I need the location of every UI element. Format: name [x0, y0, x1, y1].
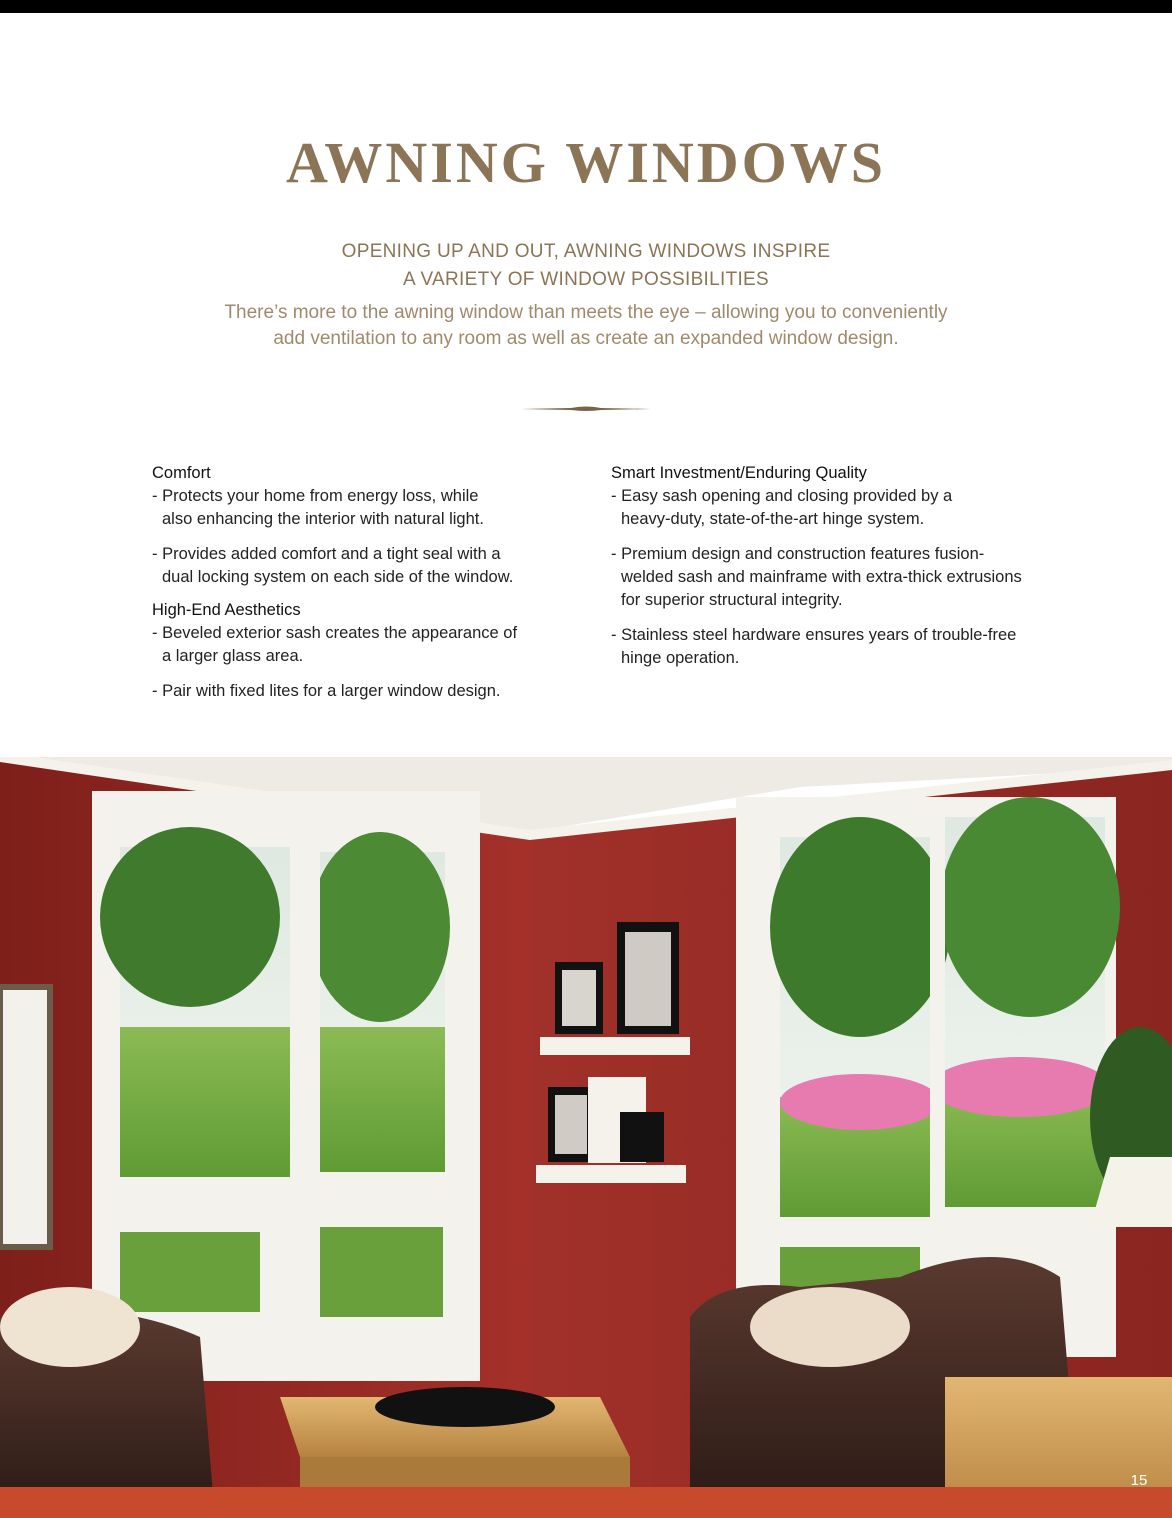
bullet-line: - Premium design and construction features fusion- — [611, 545, 985, 563]
bullet-line: - Pair with fixed lites for a larger window design. — [152, 682, 501, 700]
bullet-line: hinge operation. — [621, 649, 740, 667]
living-room-illustration — [0, 757, 1172, 1518]
bullet-line: - Stainless steel hardware ensures years of trouble-free — [611, 626, 1017, 644]
features-right-column — [611, 462, 1061, 682]
feature-section-comfort — [152, 462, 572, 589]
feature-section-investment — [611, 462, 1061, 670]
feature-bullet — [611, 624, 1061, 670]
bullet-line: for superior structural integrity. — [621, 591, 843, 609]
feature-bullet — [611, 485, 1061, 531]
living-room-photo — [0, 757, 1172, 1518]
bullet-line: also enhancing the interior with natural light. — [162, 510, 484, 528]
features-left-column — [152, 462, 572, 715]
feature-section-aesthetics — [152, 599, 572, 703]
subtitle-line: A VARIETY OF WINDOW POSSIBILITIES — [402, 269, 770, 290]
bullet-line: welded sash and mainframe with extra-thick extrusions — [621, 568, 1022, 586]
page-number: 15 — [1130, 1472, 1148, 1489]
bullet-line: - Protects your home from energy loss, while — [152, 487, 479, 505]
section-heading: High-End Aesthetics — [152, 601, 301, 619]
section-heading: Smart Investment/Enduring Quality — [611, 464, 867, 482]
section-heading: Comfort — [152, 464, 211, 482]
bullet-line: a larger glass area. — [162, 647, 304, 665]
bullet-line: - Easy sash opening and closing provided by a — [611, 487, 953, 505]
feature-bullet — [152, 485, 572, 531]
page-title: AWNING WINDOWS — [285, 130, 887, 195]
bullet-line: - Provides added comfort and a tight seal with a — [152, 545, 501, 563]
bullet-line: dual locking system on each side of the window. — [162, 568, 514, 586]
feature-bullet — [152, 680, 572, 703]
ornamental-divider — [521, 403, 651, 415]
intro-paragraph — [0, 300, 1172, 352]
intro-line: There’s more to the awning window than meets the eye – allowing you to conveniently — [224, 302, 948, 323]
top-bar — [0, 0, 1172, 13]
subtitle — [0, 238, 1172, 294]
feature-bullet — [611, 543, 1061, 612]
subtitle-line: OPENING UP AND OUT, AWNING WINDOWS INSPIRE — [341, 241, 831, 262]
bullet-line: - Beveled exterior sash creates the appearance of — [152, 624, 518, 642]
feature-bullet — [152, 543, 572, 589]
bullet-line: heavy-duty, state-of-the-art hinge system. — [621, 510, 925, 528]
feature-bullet — [152, 622, 572, 668]
intro-line: add ventilation to any room as well as create an expanded window design. — [273, 328, 899, 349]
